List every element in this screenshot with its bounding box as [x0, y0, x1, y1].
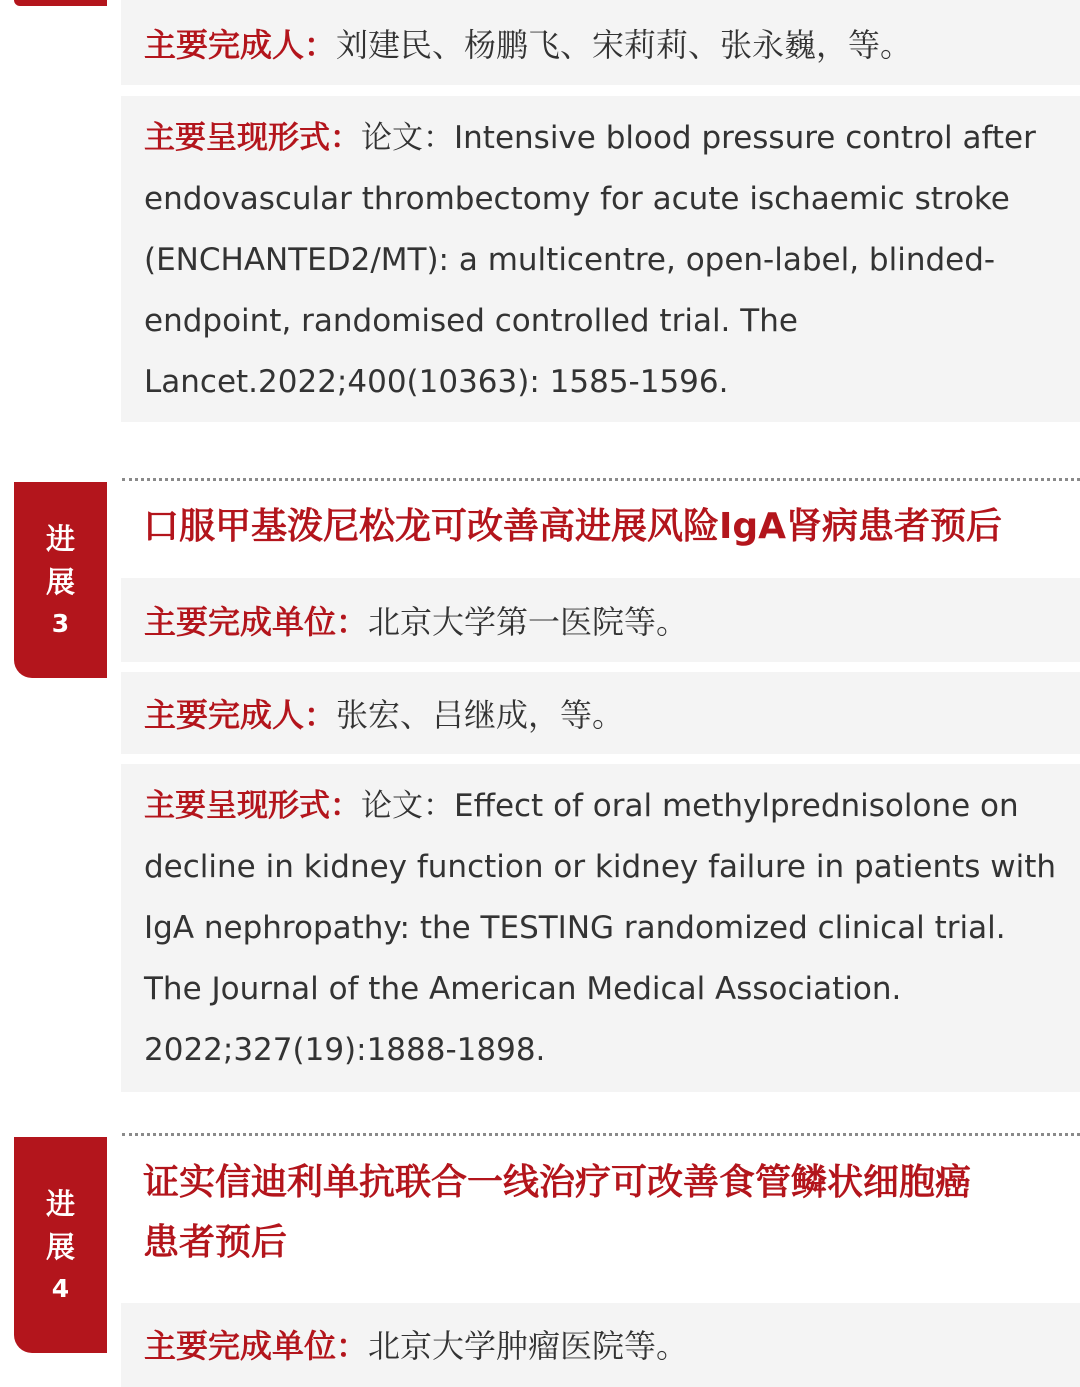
- tab-char: 进: [45, 521, 75, 556]
- item-3-title: 口服甲基泼尼松龙可改善高进展风险IgA肾病患者预后: [143, 506, 1003, 547]
- main-person-label: 主要完成人：: [144, 696, 337, 734]
- form-label: 主要呈现形式：: [144, 120, 361, 156]
- dotted-divider: [122, 1133, 1080, 1136]
- prev-main-person-card: [121, 0, 1080, 85]
- prev-form-card: [121, 96, 1080, 422]
- item-4-title-line-1: 证实信迪利单抗联合一线治疗可改善食管鳞状细胞癌: [143, 1162, 972, 1203]
- tab-char: 展: [45, 1229, 75, 1264]
- form-label: 主要呈现形式：: [144, 788, 361, 824]
- tab-char: 展: [45, 564, 75, 599]
- main-unit-label: 主要完成单位：: [144, 1327, 369, 1365]
- form-value: 论文：Intensive blood pressure control after endovascular thrombectomy for acute ischaemic stroke (ENCHANTED2/MT): a multicentre, open-label, blinded-endpoint, randomised controlled trial. The Lancet.2022;400(10363): 1585-1596.: [144, 120, 1036, 400]
- dotted-divider: [122, 478, 1080, 481]
- main-unit-label: 主要完成单位：: [144, 603, 369, 641]
- tab-number: 3: [51, 608, 70, 638]
- progress-tab-4: [14, 1137, 107, 1353]
- main-person-value: 刘建民、杨鹏飞、宋莉莉、张永巍，等。: [336, 25, 913, 64]
- item-4-title-line-2: 患者预后: [143, 1222, 288, 1263]
- previous-item-tab-fragment: [14, 0, 107, 6]
- item-4-unit-card: [121, 1303, 1080, 1387]
- item-3-form-card: [121, 764, 1080, 1092]
- form-value: 论文：Effect of oral methylprednisolone on decline in kidney function or kidney failure in patients with IgA nephropathy: the TESTING randomized clinical trial. The Journal of the American Medical Association. 2022;327(19):1888-1898.: [144, 788, 1057, 1068]
- main-person-label: 主要完成人：: [144, 25, 337, 64]
- progress-tab-3: [14, 482, 107, 678]
- main-unit-value: 北京大学第一医院等。: [368, 603, 689, 641]
- item-3-person-card: [121, 672, 1080, 754]
- main-unit-value: 北京大学肿瘤医院等。: [368, 1327, 689, 1365]
- tab-char: 进: [45, 1186, 75, 1221]
- tab-number: 4: [51, 1273, 70, 1303]
- main-person-value: 张宏、吕继成，等。: [336, 696, 625, 734]
- item-3-unit-card: [121, 578, 1080, 662]
